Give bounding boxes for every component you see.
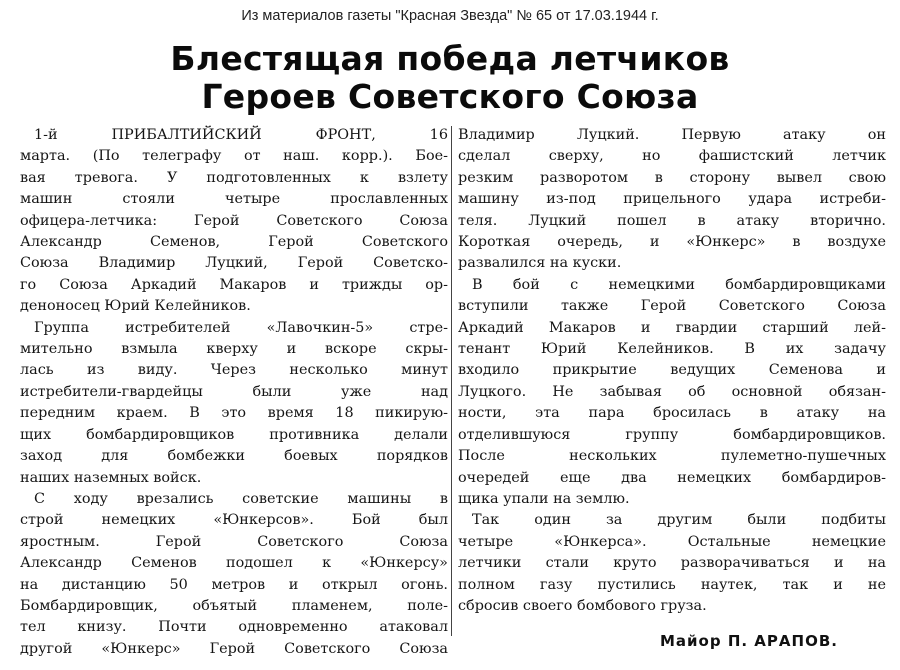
article-line: наших наземных войск.	[20, 469, 202, 486]
article-line: Так один за другим были подбиты	[472, 512, 886, 529]
article-line: Александр Семенов подошел к «Юнкерсу»	[20, 555, 448, 572]
article-line: на дистанцию 50 метров и открыл огонь.	[20, 576, 448, 593]
article-line: Аркадий Макаров и гвардии старший лей-	[458, 319, 886, 336]
article-line: передним краем. В это время 18 пикирую-	[20, 405, 448, 422]
article-line: офицера-летчика: Герой Советского Союза	[20, 212, 448, 229]
article-line: машину из-под прицельного удара истреби-	[458, 191, 886, 208]
article-line: теля. Луцкий пошел в атаку вторично.	[458, 212, 886, 229]
article-line: вступили также Герой Советского Союза	[458, 298, 886, 315]
article-line: очередей еще два немецких бомбардиров-	[458, 469, 886, 486]
article-line: В бой с немецкими бомбардировщиками	[472, 276, 886, 293]
article-line: входило прикрытие ведущих Семенова и	[458, 362, 886, 379]
article-line: полном газу пустились наутек, так и не	[458, 576, 886, 593]
article-line: Владимир Луцкий. Первую атаку он	[458, 127, 886, 143]
article-line: резким разворотом в сторону вывел свою	[458, 169, 886, 186]
article-left-column	[20, 125, 448, 660]
article-line: го Союза Аркадий Макаров и трижды ор-	[20, 276, 448, 293]
article-right-column	[458, 125, 886, 617]
author-signature: Майор П. АРАПОВ.	[660, 632, 838, 650]
article-line: марта. (По телеграфу от наш. корр.). Боe-	[20, 148, 448, 165]
article-line: яростным. Герой Советского Союза	[20, 533, 448, 550]
article-line: развалился на куски.	[458, 255, 622, 272]
article-line: щика упали на землю.	[458, 490, 630, 507]
article-line: ности, эта пара бросилась в атаку на	[458, 405, 886, 422]
article-line: вая тревога. У подготовленных к взлету	[20, 169, 448, 186]
headline-line-2: Героев Советского Союза	[201, 77, 699, 116]
article-line: Александр Семенов, Герой Советского	[20, 234, 448, 251]
article-line: Луцкого. Не забывая об основной обязан-	[458, 383, 886, 400]
article-line: сбросив своего бомбового груза.	[458, 597, 707, 614]
column-rule	[451, 126, 452, 636]
article-line: тенант Юрий Келейников. В их задачу	[458, 341, 886, 358]
article-line: Бомбардировщик, объятый пламенем, поле-	[20, 597, 448, 614]
article-line: Группа истребителей «Лавочкин-5» стре-	[34, 319, 448, 336]
article-line: деноносец Юрий Келейников.	[20, 298, 251, 315]
article-line: другой «Юнкерс» Герой Советского Союза	[20, 640, 448, 657]
article-line: лась из виду. Через несколько минут	[20, 362, 448, 379]
headline	[0, 40, 900, 116]
article-line: С ходу врезались советские машины в	[34, 490, 448, 507]
article-line: строй немецких «Юнкерсов». Бой был	[20, 512, 448, 529]
article-line: четыре «Юнкерса». Остальные немецкие	[458, 533, 886, 550]
source-line: Из материалов газеты "Красная Звезда" № 65 от 17.03.1944 г.	[241, 8, 659, 24]
article-line: мительно взмыла кверху и вскоре скры-	[20, 341, 448, 358]
article-line: Короткая очередь, и «Юнкерс» в воздухе	[458, 234, 886, 251]
article-line: тел книзу. Почти одновременно атаковал	[20, 619, 448, 636]
article-line: отделившуюся группу бомбардировщиков.	[458, 426, 886, 443]
article-line: заход для бомбежки боевых порядков	[20, 448, 448, 465]
article-line: щих бомбардировщиков противника делали	[20, 426, 448, 443]
headline-line-1: Блестящая победа летчиков	[170, 39, 730, 78]
article-line: После нескольких пулеметно-пушечных	[458, 448, 886, 465]
article-line: летчики стали круто разворачиваться и на	[458, 555, 886, 572]
article-line: 1-й ПРИБАЛТИЙСКИЙ ФРОНТ, 16	[34, 127, 448, 143]
article-line: истребители-гвардейцы были уже над	[20, 383, 448, 400]
article-line: машин стояли четыре прославленных	[20, 191, 448, 208]
article-line: сделал сверху, но фашистский летчик	[458, 148, 886, 165]
article-line: Союза Владимир Луцкий, Герой Советско-	[20, 255, 448, 272]
